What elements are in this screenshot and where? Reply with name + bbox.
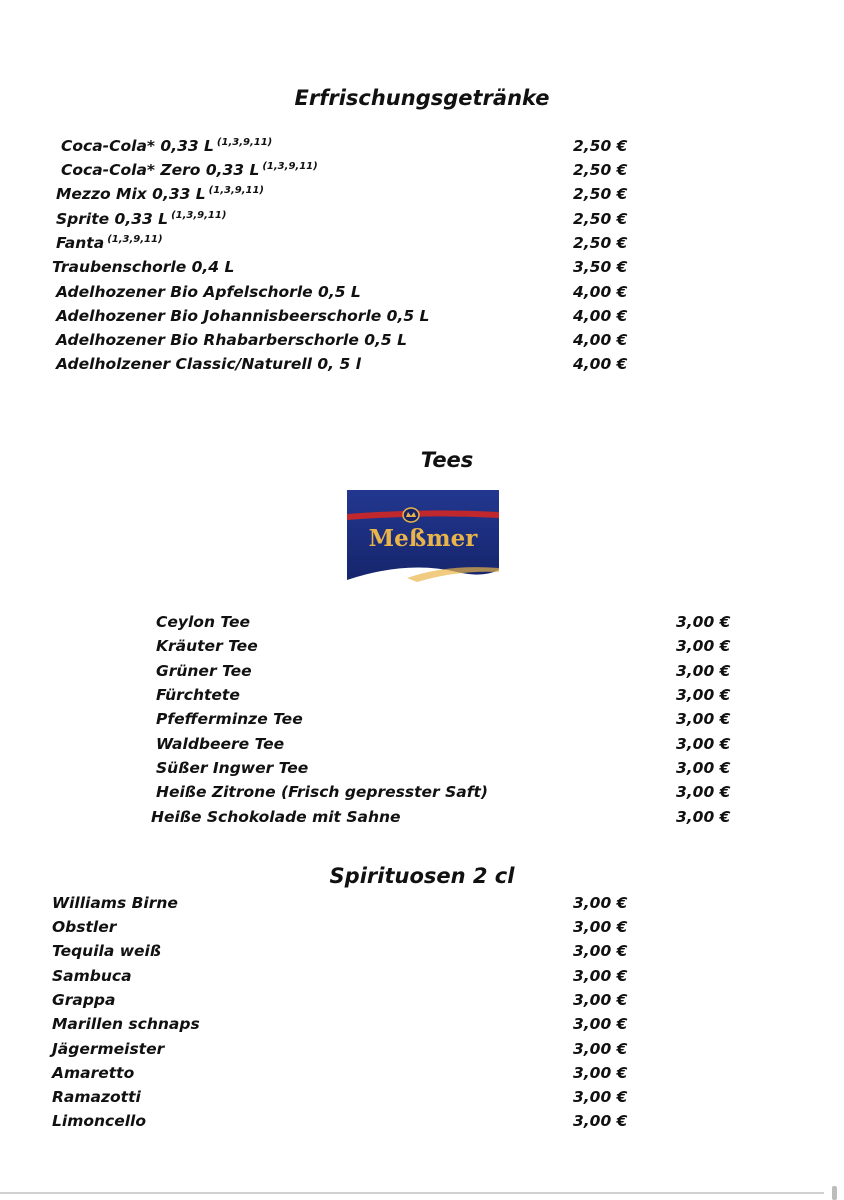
item-price: 3,00 €	[573, 1015, 628, 1033]
item-price: 3,00 €	[573, 991, 628, 1009]
item-name: Marillen schnaps	[52, 1015, 200, 1033]
item-name: Traubenschorle 0,4 L	[52, 258, 235, 276]
item-name: Adelhozener Bio Rhabarberschorle 0,5 L	[56, 331, 407, 349]
section-title: Spirituosen 2 cl	[329, 864, 515, 888]
item-price: 3,00 €	[676, 735, 731, 753]
item-price: 3,00 €	[676, 759, 731, 777]
section-title: Tees	[420, 448, 474, 472]
item-price: 3,00 €	[676, 710, 731, 728]
item-name: Tequila weiß	[52, 942, 161, 960]
item-name: Süßer Ingwer Tee	[156, 759, 309, 777]
item-name: Ceylon Tee	[156, 613, 250, 631]
item-name: Kräuter Tee	[156, 637, 258, 655]
allergen-note: (1,3,9,11)	[208, 184, 264, 196]
item-price: 3,00 €	[573, 894, 628, 912]
item-price: 3,00 €	[676, 662, 731, 680]
item-name: Fanta	[56, 234, 105, 252]
item-price: 3,00 €	[573, 1112, 628, 1130]
item-name: Grüner Tee	[156, 662, 252, 680]
allergen-note: (1,3,9,11)	[216, 136, 273, 148]
item-price: 3,50 €	[573, 258, 628, 276]
item-price: 3,00 €	[573, 1040, 628, 1058]
messmer-logo	[347, 490, 499, 584]
item-price: 2,50 €	[573, 161, 628, 179]
item-price: 2,50 €	[573, 185, 628, 203]
item-name: Jägermeister	[52, 1040, 165, 1058]
item-price: 2,50 €	[573, 234, 628, 252]
item-name: Adelhozener Bio Apfelschorle 0,5 L	[56, 283, 361, 301]
item-name: Heiße Schokolade mit Sahne	[151, 808, 401, 826]
page-edge-divider	[0, 1192, 824, 1194]
item-name: Pfefferminze Tee	[156, 710, 303, 728]
item-price: 2,50 €	[573, 137, 628, 155]
item-price: 3,00 €	[573, 942, 628, 960]
crest-icon	[403, 508, 419, 522]
item-price: 3,00 €	[676, 783, 731, 801]
item-price: 4,00 €	[573, 331, 628, 349]
item-name: Obstler	[52, 918, 117, 936]
item-name: Heiße Zitrone (Frisch gepresster Saft)	[156, 783, 488, 801]
item-name: Adelhozener Bio Johannisbeerschorle 0,5 L	[56, 307, 430, 325]
item-name: Ramazotti	[52, 1088, 141, 1106]
item-price: 3,00 €	[676, 686, 731, 704]
item-price: 3,00 €	[573, 967, 628, 985]
item-price: 3,00 €	[676, 808, 731, 826]
item-name: Coca-Cola* Zero 0,33 L	[61, 161, 260, 179]
item-name: Waldbeere Tee	[156, 735, 285, 753]
allergen-note: (1,3,9,11)	[171, 209, 227, 221]
item-price: 2,50 €	[573, 210, 628, 228]
item-name: Coca-Cola* 0,33 L	[61, 137, 214, 155]
item-name: Williams Birne	[52, 894, 178, 912]
item-price: 3,00 €	[573, 918, 628, 936]
item-name: Mezzo Mix 0,33 L	[56, 185, 206, 203]
item-name: Limoncello	[52, 1112, 146, 1130]
item-price: 4,00 €	[573, 283, 628, 301]
item-name: Adelholzener Classic/Naturell 0, 5 l	[56, 355, 361, 373]
item-price: 3,00 €	[676, 613, 731, 631]
item-name: Amaretto	[52, 1064, 135, 1082]
item-name: Sambuca	[52, 967, 132, 985]
scrollbar-thumb[interactable]	[832, 1186, 837, 1200]
item-name: Fürchtete	[156, 686, 240, 704]
item-name: Sprite 0,33 L	[56, 210, 169, 228]
item-price: 3,00 €	[573, 1064, 628, 1082]
section-title: Erfrischungsgetränke	[294, 86, 550, 110]
allergen-note: (1,3,9,11)	[107, 233, 163, 245]
allergen-note: (1,3,9,11)	[262, 160, 318, 172]
logo-wordmark: Meßmer	[368, 525, 478, 552]
item-price: 3,00 €	[676, 637, 731, 655]
item-price: 4,00 €	[573, 307, 628, 325]
item-price: 3,00 €	[573, 1088, 628, 1106]
item-price: 4,00 €	[573, 355, 628, 373]
item-name: Grappa	[52, 991, 116, 1009]
